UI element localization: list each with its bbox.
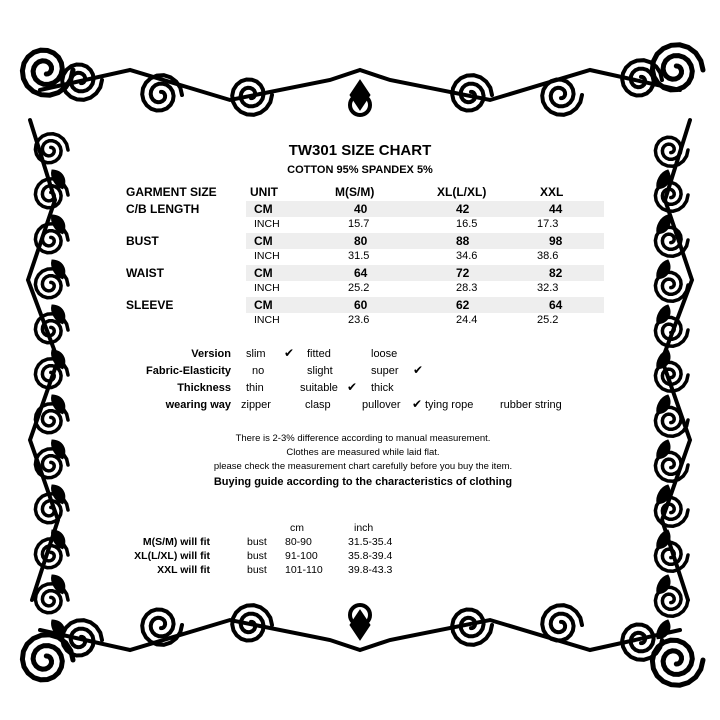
attribute-option: thin <box>246 382 264 394</box>
fit-size-label: XL(L/XL) will fit <box>134 550 210 562</box>
inch-value: 38.6 <box>537 250 559 262</box>
cm-value: 64 <box>549 298 563 312</box>
note-difference: There is 2-3% difference according to manual measurement. <box>235 433 491 444</box>
checkmark-icon: ✔ <box>284 346 295 360</box>
attribute-option: clasp <box>305 399 331 411</box>
note-laid-flat: Clothes are measured while laid flat. <box>286 447 440 458</box>
fit-size-label: XXL will fit <box>157 564 210 576</box>
fit-cm-range: 101-110 <box>285 564 323 576</box>
inch-value: 23.6 <box>348 314 370 326</box>
cm-value: 72 <box>456 266 470 280</box>
inch-value: 32.3 <box>537 282 559 294</box>
inch-value: 15.7 <box>348 218 370 230</box>
fit-body-part: bust <box>247 550 267 562</box>
cm-value: 40 <box>354 202 368 216</box>
inch-value: 25.2 <box>537 314 559 326</box>
inch-value: 24.4 <box>456 314 478 326</box>
attribute-label: Fabric-Elasticity <box>146 365 231 377</box>
fit-inch-range: 35.8-39.4 <box>348 550 393 562</box>
frame-flourish <box>35 269 68 298</box>
frame-flourish <box>655 587 688 616</box>
cm-value: 44 <box>549 202 563 216</box>
fit-cm-range: 91-100 <box>285 550 318 562</box>
frame-flourish <box>350 610 370 640</box>
attribute-option: slight <box>307 365 333 377</box>
header-size-m: M(S/M) <box>335 185 375 199</box>
attribute-option: pullover <box>362 399 401 411</box>
frame-flourish <box>655 497 688 526</box>
unit-cm: CM <box>254 234 273 248</box>
frame-flourish <box>652 45 703 90</box>
fit-body-part: bust <box>247 564 267 576</box>
header-garment-size: GARMENT SIZE <box>126 185 217 199</box>
fit-header-cm: cm <box>290 522 304 534</box>
note-check-chart: please check the measurement chart carefully before you buy the item. <box>213 461 513 472</box>
frame-flourish <box>22 635 73 680</box>
attribute-option: slim <box>246 348 266 360</box>
attribute-label: wearing way <box>165 399 231 411</box>
attribute-option: no <box>252 365 265 377</box>
inch-value: 25.2 <box>348 282 370 294</box>
unit-cm: CM <box>254 266 273 280</box>
cm-value: 82 <box>549 266 563 280</box>
frame-flourish <box>655 182 688 211</box>
inch-value: 28.3 <box>456 282 478 294</box>
attribute-option: rubber string <box>500 399 562 411</box>
checkmark-icon: ✔ <box>413 363 424 377</box>
attribute-option: fitted <box>307 348 331 360</box>
unit-cm: CM <box>254 202 273 216</box>
buying-guide-title: Buying guide according to the characteristics of clothing <box>213 476 513 488</box>
measurement-label: WAIST <box>126 266 164 280</box>
unit-inch: INCH <box>254 282 280 294</box>
fit-size-label: M(S/M) will fit <box>142 536 210 548</box>
cm-value: 98 <box>549 234 563 248</box>
inch-value: 31.5 <box>348 250 370 262</box>
header-size-xxl: XXL <box>540 185 564 199</box>
frame-flourish <box>652 640 703 685</box>
attribute-label: Thickness <box>177 382 231 394</box>
header-unit: UNIT <box>250 185 278 199</box>
fit-cm-range: 80-90 <box>285 536 312 548</box>
inch-value: 34.6 <box>456 250 478 262</box>
inch-value: 17.3 <box>537 218 559 230</box>
fit-header-inch: inch <box>354 522 374 534</box>
attribute-option: thick <box>371 382 394 394</box>
cm-value: 88 <box>456 234 470 248</box>
frame-flourish <box>542 80 582 115</box>
attribute-label: Version <box>191 348 231 360</box>
unit-cm: CM <box>254 298 273 312</box>
attribute-option: zipper <box>241 399 271 411</box>
attribute-option: suitable <box>300 382 338 394</box>
cm-value: 62 <box>456 298 470 312</box>
measurement-label: BUST <box>126 234 159 248</box>
fit-inch-range: 39.8-43.3 <box>348 564 393 576</box>
fit-inch-range: 31.5-35.4 <box>348 536 393 548</box>
cm-value: 64 <box>354 266 368 280</box>
attribute-option: super <box>371 365 399 377</box>
measurement-label: C/B LENGTH <box>126 202 200 216</box>
fabric-composition: COTTON 95% SPANDEX 5% <box>287 164 433 176</box>
cm-value: 80 <box>354 234 368 248</box>
unit-inch: INCH <box>254 314 280 326</box>
frame-flourish <box>655 272 688 301</box>
page-title: TW301 SIZE CHART <box>288 142 432 159</box>
frame-flourish <box>350 80 370 110</box>
measurement-label: SLEEVE <box>126 298 174 312</box>
checkmark-icon: ✔ <box>347 380 358 394</box>
attribute-option: tying rope <box>425 399 474 411</box>
checkmark-icon: ✔ <box>412 397 423 411</box>
frame-flourish <box>542 605 582 640</box>
cm-value: 60 <box>354 298 368 312</box>
attribute-option: loose <box>371 348 398 360</box>
cm-value: 42 <box>456 202 470 216</box>
unit-inch: INCH <box>254 250 280 262</box>
header-size-xl: XL(L/XL) <box>437 185 487 199</box>
frame-flourish <box>35 584 68 613</box>
unit-inch: INCH <box>254 218 280 230</box>
inch-value: 16.5 <box>456 218 478 230</box>
fit-body-part: bust <box>247 536 267 548</box>
